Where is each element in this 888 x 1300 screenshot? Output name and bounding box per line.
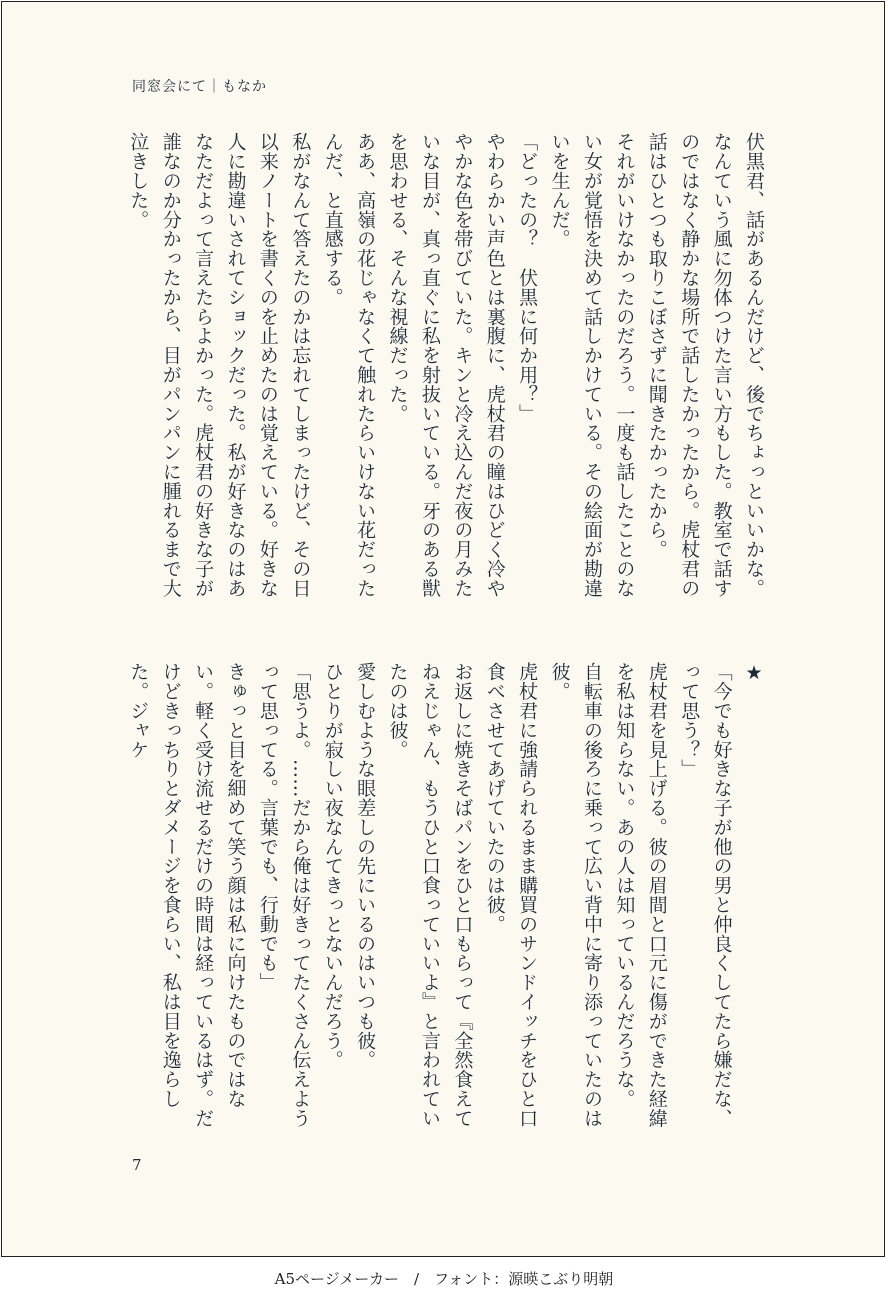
paragraph: それがいけなかったのだろう。一度も話したことのない女が覚悟を決めて話しかけている。その絵面が勘違いを生んだ。 (548, 132, 636, 598)
page-number: 7 (132, 1156, 142, 1174)
paragraph: 「どったの？ 伏黒に何か用？」 (516, 132, 539, 423)
paragraph: 「今でも好きな子が他の男と仲良くしてたら嫌だな、って思う？」 (678, 662, 733, 1128)
paragraph: ああ、高嶺の花じゃなくて触れたらいけない花だったんだ、と直感する。 (321, 132, 377, 598)
paragraph: お返しに焼きそばパンをひと口もらって『全然食えてねえじゃん、もうひと口食っていいよ』と言われていたのは彼。 (386, 662, 474, 1128)
paragraph: やわらかい声色とは裏腹に、虎杖君の瞳はひどく冷ややかな色を帯びていた。キンと冷え込んだ夜の月みたいな目が、真っ直ぐに私を射抜いている。牙のある獣を思わせる、そんな視線だった。 (386, 132, 506, 598)
paragraph: きゅっと目を細めて笑う顔は私に向けたものではない。軽く受け流せるだけの時間は経っているはず。だけどきっちりとダメージを食らい、私は目を逸らした。ジャケ (127, 662, 247, 1128)
paragraph: 伏黒君、話があるんだけど、後でちょっといいかな。 (743, 132, 765, 598)
paragraph: 虎杖君を見上げる。彼の眉間と口元に傷ができた経緯を私は知らない。あの人は知っているんだろうな。 (613, 662, 668, 1128)
paragraph: なんていう風に勿体つけた言い方もした。教室で話すのではなく静かな場所で話したかったから。虎杖君の話はひとつも取りこぼさずに聞きたかったから。 (645, 132, 733, 598)
text-block-bottom (127, 662, 770, 1137)
paragraph: 虎杖君に強請られるまま購買のサンドイッチをひと口食べさせてあげていたのは彼。 (483, 662, 539, 1128)
paragraph: 自転車の後ろに乗って広い背中に寄り添っていたのは彼。 (548, 662, 603, 1128)
text-block-top (127, 132, 770, 607)
paragraph: 「思うよ。……だから俺は好きってたくさん伝えようって思ってる。言葉でも、行動でも」 (256, 662, 312, 1128)
paragraph: 私がなんて答えたのかは忘れてしまったけど、その日以来ノートを書くのを止めたのは覚えている。好きな人に勘違いされてショックだった。私が好きなのはあなただよって言えたらよかった。虎杖君の好きな子が誰なのか分かったから、目がパンパンに腫れるまで大泣きした。 (127, 132, 312, 598)
footer-credit: A5ページメーカー / フォント：源暎こぶり明朝 (274, 1270, 614, 1288)
page-header: 同窓会にて｜もなか (132, 79, 267, 95)
section-break-star: ★ (743, 662, 765, 685)
paragraph: ひとりが寂しい夜なんてきっとないんだろう。 (321, 662, 344, 1070)
paragraph: 愛しむような眼差しの先にいるのはいつも彼。 (354, 662, 377, 1070)
book-page (1, 1, 885, 1257)
